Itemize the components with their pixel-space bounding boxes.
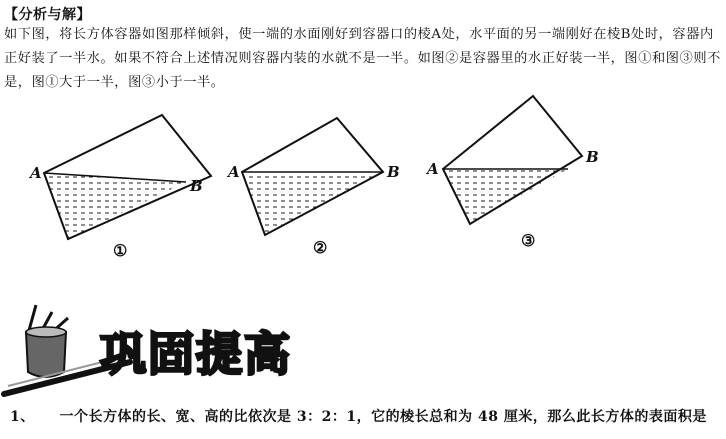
water-fill-3 — [443, 169, 568, 224]
figure-1-label-b: B — [190, 177, 203, 195]
question-number: 1、 — [10, 409, 35, 425]
figure-3-label-b: B — [586, 148, 599, 166]
figure-2 — [242, 118, 383, 235]
figure-1-label-a: A — [30, 164, 42, 182]
figure-3-label-a: A — [427, 160, 439, 178]
question-1 — [10, 406, 707, 426]
figure-3-number: ③ — [521, 231, 536, 250]
banner-title: 巩固提高 — [100, 327, 292, 381]
figure-3 — [443, 96, 582, 224]
water-fill-2 — [242, 172, 383, 235]
section-heading: 【分析与解】 — [4, 7, 91, 23]
figure-1 — [44, 115, 211, 239]
question-text: 一个长方体的长、宽、高的比依次是 3：2：1，它的棱长总和为 48 厘米，那么此长方体的表面积是 — [59, 409, 707, 425]
figure-1-number: ① — [113, 241, 128, 260]
figure-2-label-b: B — [387, 163, 400, 181]
figure-2-label-a: A — [228, 163, 240, 181]
figure-2-number: ② — [313, 238, 328, 257]
explanation-paragraph: 如下图，将长方体容器如图那样倾斜，使一端的水面刚好到容器口的棱A处，水平面的另一端刚好在棱B处时，容器内正好装了一半水。如果不符合上述情况则容器内装的水就不是一半。如图②是容器里的水正好装一半，图①和图③则不是，图①大于一半，图③小于一半。 — [4, 27, 721, 90]
